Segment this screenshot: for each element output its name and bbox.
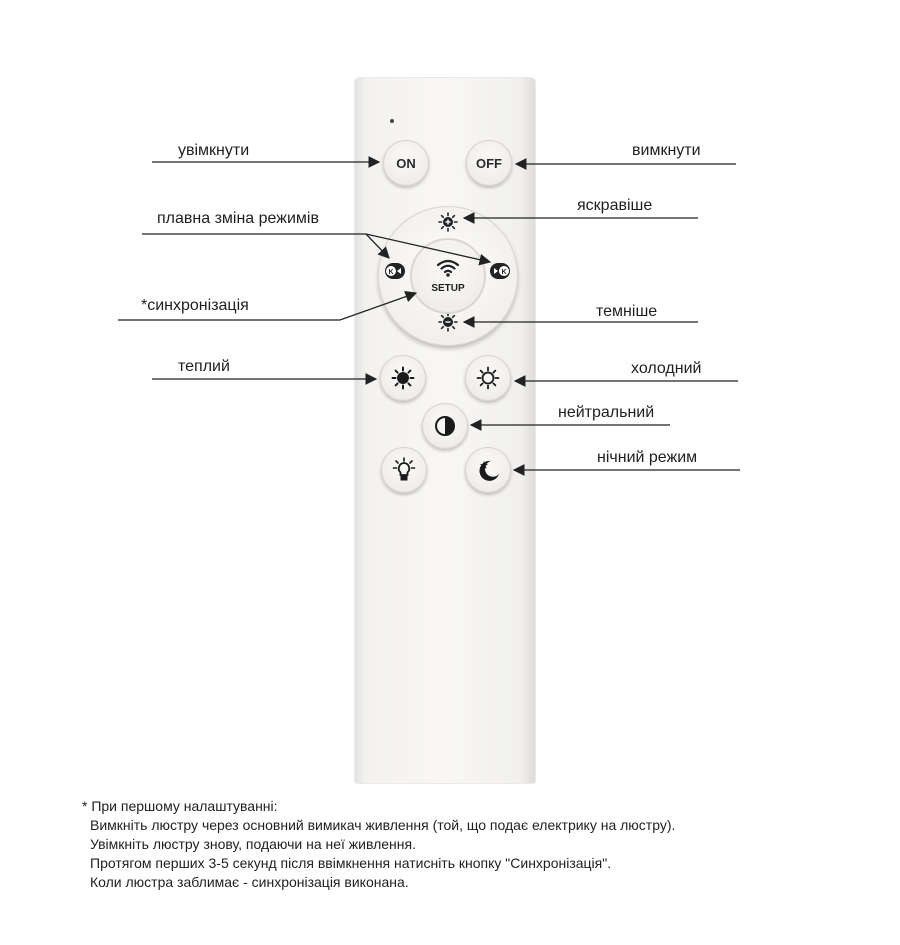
label-cold: холодний bbox=[631, 360, 702, 377]
setup-button-label: SETUP bbox=[431, 282, 465, 294]
label-off: вимкнути bbox=[632, 142, 701, 159]
label-warm: теплий bbox=[178, 358, 230, 375]
label-neutral: нейтральний bbox=[558, 404, 655, 421]
off-button-label: OFF bbox=[476, 155, 502, 171]
arrow-smooth-right bbox=[366, 234, 490, 262]
note-title: * При першому налаштуванні: bbox=[82, 798, 278, 814]
label-sync: *синхронізація bbox=[141, 297, 249, 314]
label-night: нічний режим bbox=[597, 449, 698, 466]
arrow-smooth-left bbox=[142, 234, 389, 258]
note-line: Коли люстра заблимає - синхронізація виконана. bbox=[90, 874, 409, 890]
on-button-label: ON bbox=[396, 155, 416, 171]
label-smooth: плавна зміна режимів bbox=[157, 210, 319, 227]
label-brighter: яскравіше bbox=[577, 197, 653, 214]
note-line: Увімкніть люстру знову, подаючи на неї живлення. bbox=[90, 836, 416, 852]
svg-text:K: K bbox=[388, 269, 394, 276]
note-line: Вимкніть люстру через основний вимикач живлення (той, що подає електрику на люстру). bbox=[90, 817, 676, 833]
setup-instructions bbox=[82, 797, 675, 892]
note-line: Протягом перших 3-5 секунд після ввімкнення натисніть кнопку "Синхронізація". bbox=[90, 855, 612, 871]
svg-text:K: K bbox=[501, 269, 507, 276]
label-dimmer: темніше bbox=[596, 303, 658, 320]
label-on: увімкнути bbox=[178, 142, 250, 159]
